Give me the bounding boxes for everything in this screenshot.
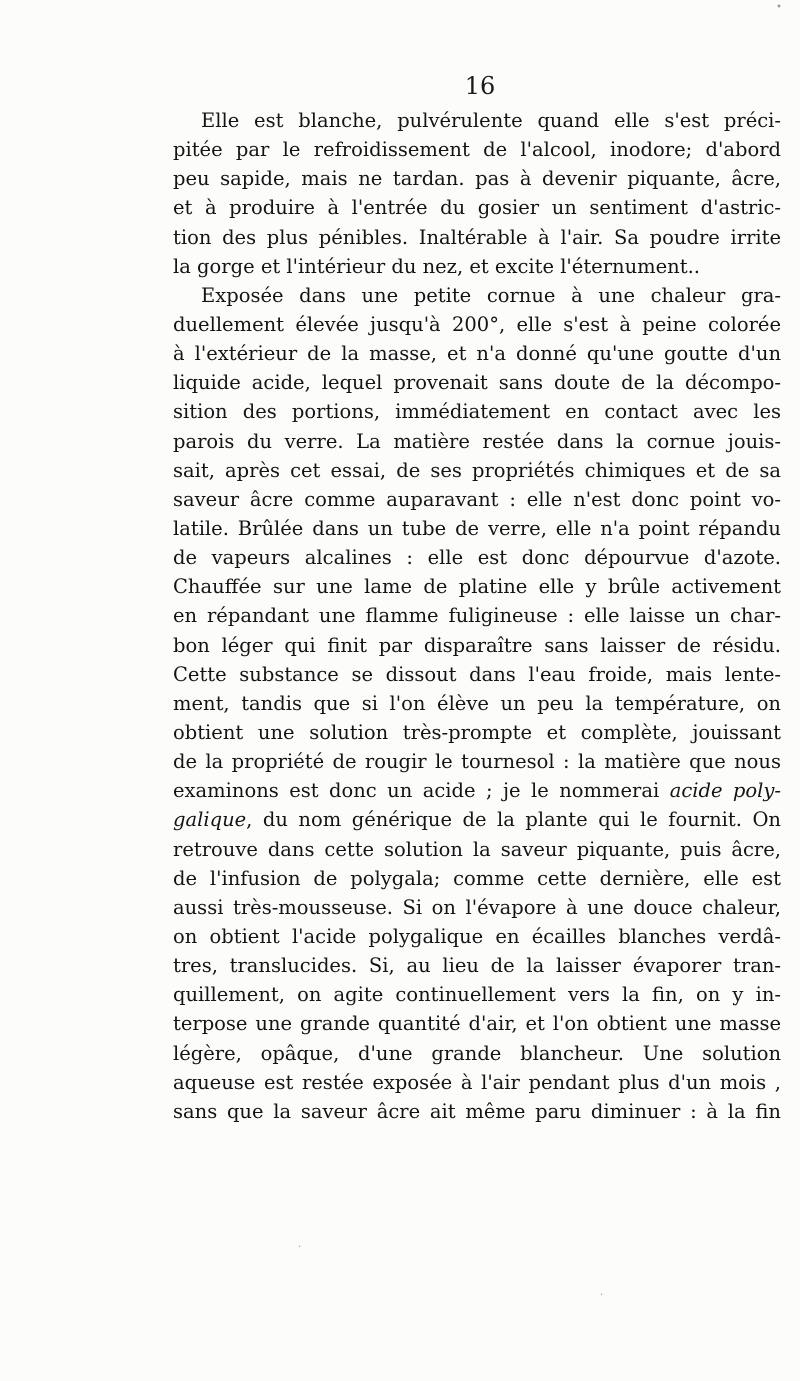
text-line: retrouve dans cette solution la saveur piquante, puis âcre, bbox=[173, 837, 781, 861]
text-line: parois du verre. La matière restée dans la cornue jouis- bbox=[173, 429, 781, 453]
text-line: Chauffée sur une lame de platine elle y brûle activement bbox=[173, 575, 781, 599]
paper-speck: · bbox=[298, 1242, 302, 1253]
text-line: pitée par le refroidissement de l'alcool, inodore; d'abord bbox=[173, 138, 781, 162]
text-line: Elle est blanche, pulvérulente quand elle s'est préci- bbox=[201, 109, 781, 132]
text-line-with-italic bbox=[173, 776, 781, 805]
italic-term: acide poly- bbox=[669, 779, 781, 803]
paper-speck: · bbox=[600, 1290, 604, 1301]
italic-term: galique bbox=[173, 808, 247, 832]
text-line: peu sapide, mais ne tardan. pas à devenir piquante, âcre, bbox=[173, 167, 781, 191]
text-line: saveur âcre comme auparavant : elle n'est donc point vo- bbox=[173, 487, 781, 511]
text-line: légère, opâque, d'une grande blancheur. Une solution bbox=[173, 1041, 781, 1065]
text-segment: , du nom générique de la plante qui le fournit. On bbox=[246, 808, 781, 832]
text-line-with-italic bbox=[173, 805, 781, 834]
text-line: on obtient l'acide polygalique en écailles blanches verdâ- bbox=[173, 924, 781, 948]
text-line: quillement, on agite continuellement vers la fin, on y in- bbox=[173, 983, 781, 1007]
text-line: de l'infusion de polygala; comme cette dernière, elle est bbox=[173, 866, 781, 890]
text-line: et à produire à l'entrée du gosier un sentiment d'astric- bbox=[173, 196, 781, 220]
text-line: de vapeurs alcalines : elle est donc dépourvue d'azote. bbox=[173, 546, 781, 570]
text-line: duellement élevée jusqu'à 200°, elle s'est à peine colorée bbox=[173, 312, 781, 336]
text-line: Cette substance se dissout dans l'eau froide, mais lente- bbox=[173, 662, 781, 686]
paper-speck: • bbox=[776, 2, 782, 13]
text-line: de la propriété de rougir le tournesol : la matière que nous bbox=[173, 750, 781, 774]
text-line: tres, translucides. Si, au lieu de la laisser évaporer tran- bbox=[173, 954, 781, 978]
text-line: Exposée dans une petite cornue à une chaleur gra- bbox=[201, 283, 781, 307]
text-line: sans que la saveur âcre ait même paru diminuer : à la fin bbox=[173, 1099, 781, 1123]
text-line: sition des portions, immédiatement en contact avec les bbox=[173, 400, 781, 424]
text-line: aqueuse est restée exposée à l'air pendant plus d'un mois , bbox=[173, 1070, 781, 1094]
text-line: latile. Brûlée dans un tube de verre, elle n'a point répandu bbox=[173, 516, 781, 540]
text-line: aussi très-mousseuse. Si on l'évapore à une douce chaleur, bbox=[173, 895, 781, 919]
text-line: terpose une grande quantité d'air, et l'on obtient une masse bbox=[173, 1012, 781, 1036]
text-line: liquide acide, lequel provenait sans doute de la décompo- bbox=[173, 371, 781, 395]
text-line: en répandant une flamme fuligineuse : elle laisse un char- bbox=[173, 604, 781, 628]
text-line: tion des plus pénibles. Inaltérable à l'air. Sa poudre irrite bbox=[173, 225, 781, 249]
text-line: ment, tandis que si l'on élève un peu la température, on bbox=[173, 691, 781, 715]
text-line: obtient une solution très-prompte et complète, jouissant bbox=[173, 720, 781, 744]
text-line: à l'extérieur de la masse, et n'a donné qu'une goutte d'un bbox=[173, 342, 781, 366]
text-line: bon léger qui finit par disparaître sans laisser de résidu. bbox=[173, 633, 781, 657]
text-line: sait, après cet essai, de ses propriétés chimiques et de sa bbox=[173, 458, 781, 482]
text-line: la gorge et l'intérieur du nez, et excite l'éternument.. bbox=[173, 254, 700, 278]
page-number: 16 bbox=[464, 72, 496, 100]
body-text bbox=[173, 106, 781, 1126]
text-segment: examinons est donc un acide ; je le nommerai bbox=[173, 779, 660, 803]
